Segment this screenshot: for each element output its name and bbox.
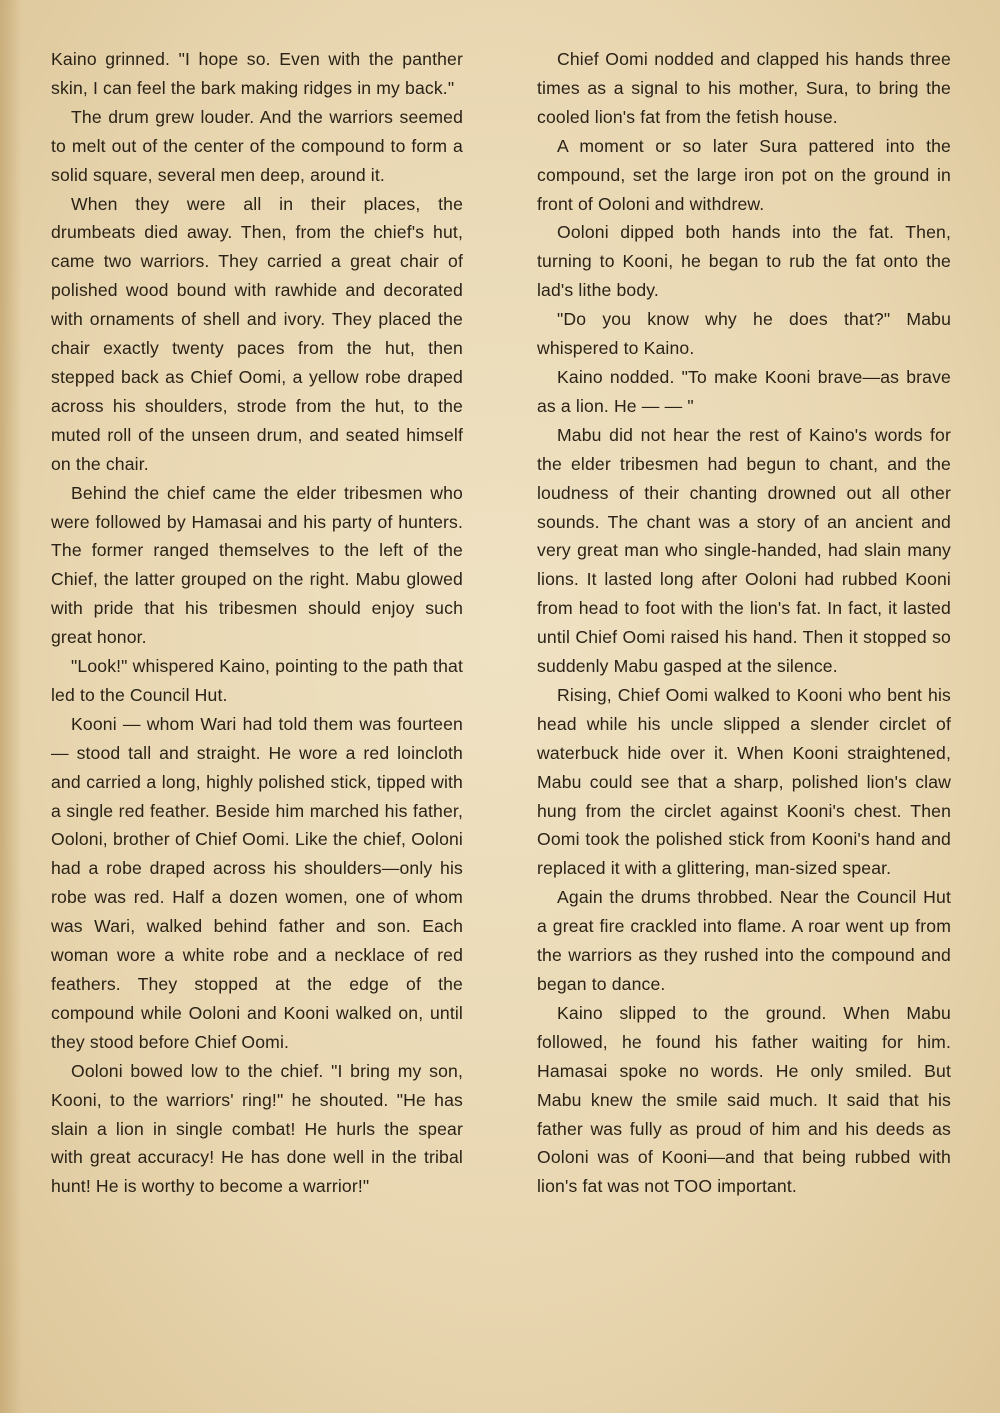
paragraph: "Do you know why he does that?" Mabu whispered to Kaino. (537, 309, 951, 359)
paragraph: Chief Oomi nodded and clapped his hands three times as a signal to his mother, Sura, to bring the cooled lion's fat from the fetish house. (537, 49, 951, 127)
paragraph: Mabu did not hear the rest of Kaino's words for the elder tribesmen had begun to chant, and the loudness of their chanting drowned out all other sounds. The chant was a story of an ancient and very great man who single-handed, had slain many lions. It lasted long after Ooloni had rubbed Kooni from head to foot with the lion's fat. In fact, it lasted until Chief Oomi raised his hand. Then it stopped so suddenly Mabu gasped at the silence. (537, 424, 951, 677)
paragraph: Kooni — whom Wari had told them was fourteen — stood tall and straight. He wore a red loincloth and carried a long, highly polished stick, tipped with a single red feather. Beside him marched his father, Ooloni, brother of Chief Oomi. Like the chief, Ooloni had a robe draped across his shoulders—only his robe was red. Half a dozen women, one of whom was Wari, walked behind father and son. Each woman wore a white robe and a necklace of red feathers. They stopped at the edge of the compound while Ooloni and Kooni walked on, until they stood before Chief Oomi. (51, 713, 463, 1052)
paragraph: Ooloni dipped both hands into the fat. Then, turning to Kooni, he began to rub the fat onto the lad's lithe body. (537, 222, 951, 301)
text-column-left (51, 45, 463, 1201)
paragraph: A moment or so later Sura pattered into the compound, set the large iron pot on the ground in front of Ooloni and withdrew. (537, 135, 951, 214)
page-gutter-shadow (0, 0, 22, 1413)
paragraph: Kaino grinned. "I hope so. Even with the panther skin, I can feel the bark making ridges in my back." (51, 49, 463, 98)
paragraph: Again the drums throbbed. Near the Council Hut a great fire crackled into flame. A roar went up from the warriors as they rushed into the compound and began to dance. (537, 887, 951, 994)
paragraph: Kaino nodded. "To make Kooni brave—as brave as a lion. He — — " (537, 366, 951, 416)
paragraph: Behind the chief came the elder tribesmen who were followed by Hamasai and his party of hunters. The former ranged themselves to the left of the Chief, the latter grouped on the right. Mabu glowed with pride that his tribesmen should enjoy such great honor. (51, 482, 463, 648)
text-column-right (537, 45, 951, 1201)
paragraph: Kaino slipped to the ground. When Mabu followed, he found his father waiting for him. Hamasai spoke no words. He only smiled. But Mabu knew the smile said much. It said that his father was fully as proud of him and his deeds as Ooloni was of Kooni—and that being rubbed with lion's fat was not TOO important. (537, 1002, 951, 1197)
paragraph: The drum grew louder. And the warriors seemed to melt out of the center of the compound to form a solid square, several men deep, around it. (51, 106, 463, 185)
paragraph: When they were all in their places, the drumbeats died away. Then, from the chief's hut, came two warriors. They carried a great chair of polished wood bound with rawhide and decorated with ornaments of shell and ivory. They placed the chair exactly twenty paces from the hut, then stepped back as Chief Oomi, a yellow robe draped across his shoulders, strode from the hut, to the muted roll of the unseen drum, and seated himself on the chair. (51, 193, 463, 474)
paragraph: Ooloni bowed low to the chief. "I bring my son, Kooni, to the warriors' ring!" he shouted. "He has slain a lion in single combat! He hurls the spear with great accuracy! He has done well in the tribal hunt! He is worthy to become a warrior!" (51, 1060, 463, 1197)
paragraph: Rising, Chief Oomi walked to Kooni who bent his head while his uncle slipped a slender circlet of waterbuck hide over it. When Kooni straightened, Mabu could see that a sharp, polished lion's claw hung from the circlet against Kooni's chest. Then Oomi took the polished stick from Kooni's hand and replaced it with a glittering, man-sized spear. (537, 684, 951, 879)
paragraph: "Look!" whispered Kaino, pointing to the path that led to the Council Hut. (51, 656, 463, 705)
